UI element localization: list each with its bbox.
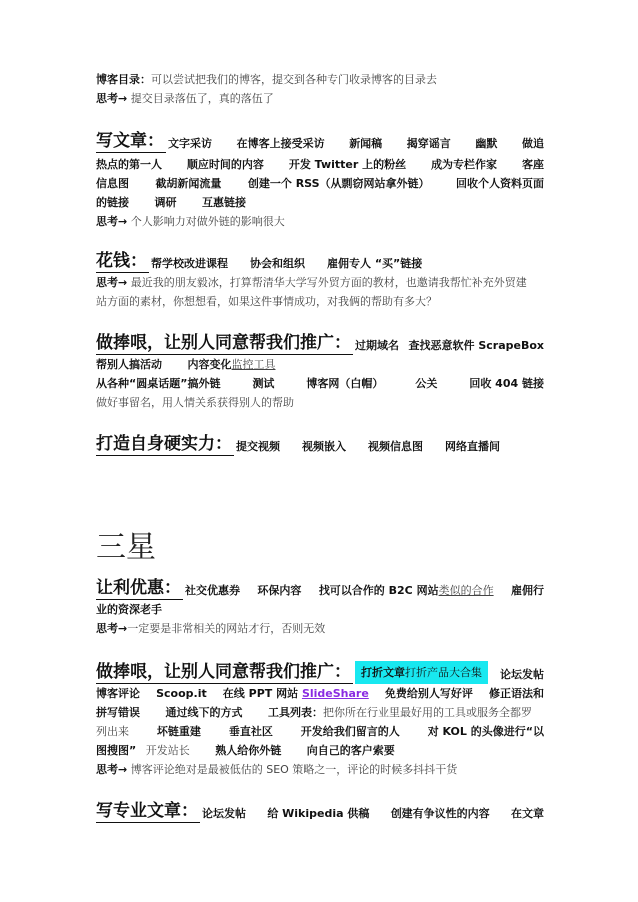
pro-tail-0: 论坛发帖 bbox=[202, 807, 246, 820]
push1-item: 博客网（白帽） bbox=[306, 377, 384, 390]
write-line-3 bbox=[96, 174, 544, 193]
discount-thought bbox=[96, 619, 544, 638]
push2-item: 博客评论 bbox=[96, 687, 140, 700]
push2-item: 拼写错误 bbox=[96, 706, 140, 719]
section-heading-discount: 让利优惠： bbox=[96, 578, 181, 598]
discount-tail-c: 找可以合作的 B2C 网站 bbox=[318, 584, 439, 597]
section-heading-push1: 做捧哏，让别人同意帮我们推广： bbox=[96, 333, 351, 353]
section-heading-strength: 打造自身硬实力： bbox=[96, 434, 232, 454]
highlight-b: 打折产品大合集 bbox=[405, 666, 482, 679]
push1-item: 回收 404 链接 bbox=[469, 377, 544, 390]
push1-item: 内容变化 bbox=[187, 358, 232, 371]
pro-tail-3: 在文章 bbox=[511, 807, 544, 820]
highlighted-text bbox=[355, 661, 488, 684]
write-tail-3: 揭穿谣言 bbox=[406, 137, 451, 150]
thought-text: 一定要是非常相关的网站才行，否则无效 bbox=[127, 622, 326, 635]
thought-label: 思考→ bbox=[96, 92, 128, 105]
write-item: 调研 bbox=[154, 196, 177, 209]
push1-line-4: 做好事留名，用人情关系获得别人的帮助 bbox=[96, 396, 294, 409]
monitor-tool-link[interactable]: 监控工具 bbox=[231, 358, 276, 371]
write-item: 热点的第一人 bbox=[96, 158, 162, 171]
write-item: 成为专栏作家 bbox=[431, 158, 498, 171]
push2-item: 在线 PPT 网站 bbox=[222, 687, 299, 700]
write-tail-2: 新闻稿 bbox=[349, 137, 383, 150]
section-heading-pro: 写专业文章： bbox=[96, 801, 198, 821]
tier-title-three-star: 三星 bbox=[96, 530, 156, 565]
push2-item: 对 KOL 的头像进行“以 bbox=[427, 725, 544, 738]
spend-tail-0: 帮学校改进课程 bbox=[151, 257, 228, 270]
push2-item: Scoop.it bbox=[156, 687, 207, 700]
thought-label: 思考→ bbox=[96, 215, 128, 228]
write-item: 回收个人资料页面 bbox=[455, 177, 544, 190]
write-heading-line bbox=[96, 130, 544, 153]
push1-line-2 bbox=[96, 355, 544, 374]
push1-item: 帮别人搞活动 bbox=[96, 358, 162, 371]
pro-tail-1: 给 Wikipedia 供稿 bbox=[267, 807, 370, 820]
strength-tail-1: 视频嵌入 bbox=[302, 440, 346, 453]
push1-item: 从各种“圆桌话题”搞外链 bbox=[96, 377, 221, 390]
write-line-2 bbox=[96, 155, 544, 174]
push2-item: 开发站长 bbox=[145, 744, 190, 757]
strength-heading-line bbox=[96, 430, 544, 456]
blog-dir-label: 博客目录： bbox=[96, 73, 151, 86]
blog-dir-text: 可以尝试把我们的博客，提交到各种专门收录博客的目录去 bbox=[151, 73, 437, 86]
push1-line-3 bbox=[96, 374, 544, 393]
push2-item: 图搜图” bbox=[96, 744, 137, 757]
write-item: 信息图 bbox=[96, 177, 129, 190]
discount-heading-line bbox=[96, 576, 544, 600]
spend-thought-1 bbox=[96, 273, 544, 292]
discount-tail-b: 环保内容 bbox=[257, 584, 302, 597]
section-heading-push2: 做捧哏，让别人同意帮我们推广： bbox=[96, 662, 351, 682]
thought-text: 最近我的朋友毅冰，打算帮清华大学写外贸方面的教材，也邀请我帮忙补充外贸建 bbox=[127, 276, 527, 289]
push1-heading-line bbox=[96, 329, 544, 355]
push2-item: 坏链重建 bbox=[156, 725, 201, 738]
spend-thought-2: 站方面的素材，你想想看，如果这件事情成功，对我俩的帮助有多大？ bbox=[96, 295, 437, 308]
push1-item: 公关 bbox=[415, 377, 438, 390]
push2-item: 垂直社区 bbox=[228, 725, 273, 738]
push2-heading-line bbox=[96, 656, 544, 684]
push2-line-4 bbox=[96, 722, 544, 741]
section-heading-write: 写文章： bbox=[96, 131, 164, 151]
push2-line-3 bbox=[96, 703, 544, 722]
write-item: 顺应时间的内容 bbox=[186, 158, 264, 171]
pro-tail-2: 创建有争议性的内容 bbox=[390, 807, 490, 820]
highlight-a: 打折文章 bbox=[361, 666, 405, 679]
section-heading-spend: 花钱： bbox=[96, 251, 147, 271]
push2-line-5 bbox=[96, 741, 544, 760]
discount-tail-d: 雇佣行 bbox=[511, 584, 544, 597]
write-tail-4: 幽默 bbox=[475, 137, 498, 150]
write-thought bbox=[96, 212, 544, 231]
pro-heading-line bbox=[96, 797, 544, 823]
blog-dir-line bbox=[96, 70, 544, 89]
strength-tail-0: 提交视频 bbox=[236, 440, 280, 453]
push2-line-2 bbox=[96, 684, 544, 703]
write-item: 创建一个 RSS（从剽窃网站拿外链） bbox=[247, 177, 430, 190]
push2-item: 免费给别人写好评 bbox=[384, 687, 473, 700]
push2-item: 把你所在行业里最好用的工具或服务全都罗 bbox=[323, 706, 532, 719]
write-tail-5: 做追 bbox=[521, 137, 544, 150]
spend-tail-1: 协会和组织 bbox=[250, 257, 305, 270]
strength-tail-3: 网络直播间 bbox=[445, 440, 500, 453]
write-item: 截胡新闻流量 bbox=[155, 177, 222, 190]
write-tail-0: 文字采访 bbox=[168, 137, 212, 150]
push2-item: 熟人给你外链 bbox=[215, 744, 282, 757]
write-item: 开发 Twitter 上的粉丝 bbox=[288, 158, 407, 171]
thought-label: 思考→ bbox=[96, 622, 128, 635]
push2-item: 列出来 bbox=[96, 725, 129, 738]
thought-label: 思考→ bbox=[96, 276, 128, 289]
discount-line-2: 业的资深老手 bbox=[96, 603, 162, 616]
push2-item: 工具列表： bbox=[268, 706, 323, 719]
thought-text: 个人影响力对做外链的影响很大 bbox=[127, 215, 285, 228]
spend-heading-line bbox=[96, 249, 544, 273]
push2-tail-end: 论坛发帖 bbox=[500, 668, 544, 681]
slideshare-link[interactable]: SlideShare bbox=[301, 687, 369, 700]
strength-tail-2: 视频信息图 bbox=[368, 440, 423, 453]
write-item: 客座 bbox=[521, 158, 544, 171]
discount-tail-a: 社交优惠券 bbox=[185, 584, 240, 597]
push1-tail-0: 过期域名 bbox=[355, 339, 399, 352]
write-tail-1: 在博客上接受采访 bbox=[236, 137, 325, 150]
document-page bbox=[96, 70, 544, 823]
push2-item: 开发给我们留言的人 bbox=[300, 725, 400, 738]
push2-item: 通过线下的方式 bbox=[165, 706, 243, 719]
thought-text: 提交目录落伍了，真的落伍了 bbox=[127, 92, 274, 105]
push1-item: 测试 bbox=[252, 377, 275, 390]
spend-tail-2: 雇佣专人 “买”链接 bbox=[327, 257, 423, 270]
write-item: 的链接 bbox=[96, 196, 129, 209]
write-line-4 bbox=[96, 193, 544, 212]
blog-dir-thought bbox=[96, 89, 544, 108]
thought-label: 思考→ bbox=[96, 763, 128, 776]
push2-item: 修正语法和 bbox=[488, 687, 544, 700]
write-item: 互惠链接 bbox=[202, 196, 246, 209]
thought-text: 博客评论绝对是最被低估的 SEO 策略之一，评论的时候多抖抖干货 bbox=[127, 763, 458, 776]
push1-tail-1: 查找恶意软件 ScrapeBox bbox=[408, 339, 544, 352]
push2-item: 向自己的客户索要 bbox=[306, 744, 395, 757]
similar-coop-link[interactable]: 类似的合作 bbox=[438, 584, 494, 597]
push2-thought bbox=[96, 760, 544, 779]
